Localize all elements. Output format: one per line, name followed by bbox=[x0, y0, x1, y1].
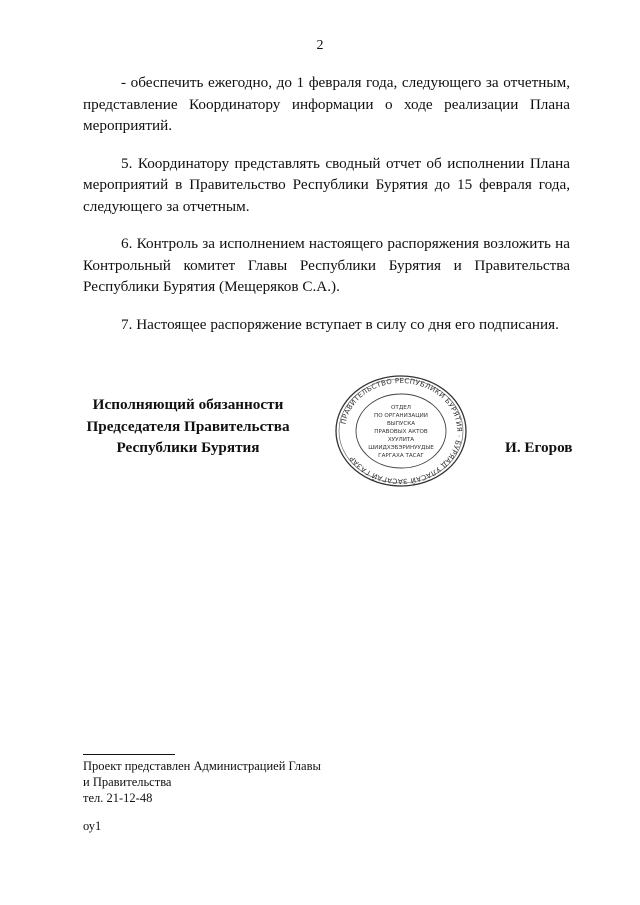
svg-text:ОТДЕЛ: ОТДЕЛ bbox=[391, 405, 411, 411]
footnote-divider bbox=[83, 754, 175, 755]
page-number: 2 bbox=[316, 38, 324, 53]
paragraph-control: 6. Контроль за исполнением настоящего распоряжения возложить на Контрольный комитет Главы Республики Бурятия и Правительства Республики Бурятия (Мещеряков С.А.). bbox=[83, 235, 570, 295]
official-seal bbox=[334, 374, 468, 488]
paragraph-effective-date: 7. Настоящее распоряжение вступает в силу со дня его подписания. bbox=[121, 315, 559, 333]
svg-text:ПРАВОВЫХ АКТОВ: ПРАВОВЫХ АКТОВ bbox=[374, 429, 428, 435]
signatory-title-line-2: Председателя Правительства bbox=[86, 417, 290, 435]
svg-text:ХУУЛИТА: ХУУЛИТА bbox=[387, 437, 415, 443]
footnote-line-2: и Правительства bbox=[83, 775, 172, 789]
signatory-name: И. Егоров bbox=[505, 439, 573, 456]
signatory-title-line-3: Республики Бурятия bbox=[116, 439, 260, 456]
footnote-line-1: Проект представлен Администрацией Главы bbox=[83, 759, 321, 773]
paragraph-coordinator-report: 5. Координатору представлять сводный отчет об исполнении Плана мероприятий в Правительство Республики Бурятия до 15 февраля года, следующего за отчетным. bbox=[83, 154, 570, 215]
footnote-phone: тел. 21-12-48 bbox=[83, 791, 153, 805]
svg-text:ВЫПУСКА: ВЫПУСКА bbox=[386, 421, 416, 427]
footnote bbox=[83, 758, 321, 834]
svg-text:ПО ОРГАНИЗАЦИИ: ПО ОРГАНИЗАЦИИ bbox=[374, 413, 428, 419]
footnote-code: оу1 bbox=[83, 819, 102, 833]
signatory-title bbox=[78, 394, 298, 459]
document-body bbox=[83, 72, 570, 351]
paragraph-reporting: - обеспечить ежегодно, до 1 февраля года, следующего за отчетным, представление Координатору информации о ходе реализации Плана мероприятий. bbox=[83, 74, 570, 134]
svg-text:ГАРГАХА ТАСАГ: ГАРГАХА ТАСАГ bbox=[378, 453, 424, 459]
signatory-title-line-1: Исполняющий обязанности bbox=[92, 396, 284, 413]
seal-outer-text: ПРАВИТЕЛЬСТВО РЕСПУБЛИКИ БУРЯТИЯ · БУРЯАД УЛАСАЙ ЗАСАГАЙ ГАЗАР bbox=[339, 376, 464, 486]
svg-text:ШИИДХЭБЭРИНУУДЫЕ: ШИИДХЭБЭРИНУУДЫЕ bbox=[368, 445, 434, 451]
